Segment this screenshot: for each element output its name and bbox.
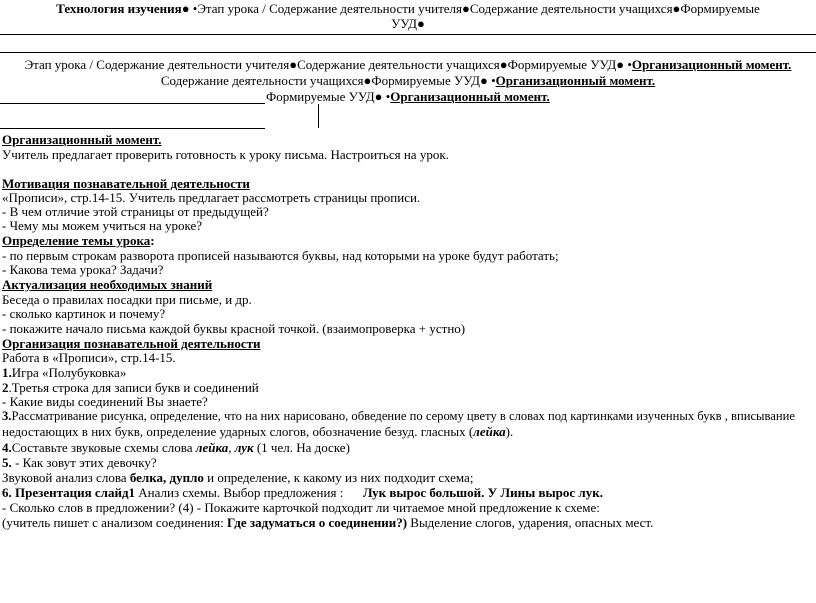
step-number: 5.: [2, 455, 12, 470]
content-text: - сколько картинок и почему?: [2, 306, 166, 321]
presentation-label: 6. Презентация слайд1: [2, 485, 136, 500]
row2-text: Содержание деятельности учащихся●Формируемые УУД● •: [160, 73, 496, 88]
content-line-26: [2, 515, 653, 530]
content-text: и определение, к какому из них подходит схема;: [203, 470, 474, 485]
word-leika: лейка: [473, 424, 506, 439]
column-divider: [318, 104, 319, 128]
content-line-22: [2, 455, 157, 470]
actualization-heading: Актуализация необходимых знаний: [2, 277, 213, 292]
content-line-9: [2, 262, 163, 277]
content-line-12: [2, 306, 165, 321]
title-rest: ● •Этап урока / Содержание деятельности учителя●Содержание деятельности учащихся●Формируемые: [181, 1, 760, 16]
content-text: - покажите начало письма каждой буквы красной точкой. (взаимопроверка + устно): [2, 321, 466, 336]
content-line-18: [2, 394, 208, 409]
org-moment-heading: Организационный момент.: [2, 132, 162, 147]
content-line-24: [2, 485, 603, 500]
content-text: Беседа о правилах посадки при письме, и др.: [2, 292, 252, 307]
content-text: ,: [228, 440, 235, 455]
content-text: - по первым строкам разворота прописей называются буквы, над которыми на уроке будут работать;: [2, 248, 559, 263]
content-line-7: [2, 233, 155, 248]
content-text: - Какие виды соединений Вы знаете?: [2, 394, 208, 409]
content-text: «Прописи», стр.14-15. Учитель предлагает рассмотреть страницы прописи.: [2, 190, 421, 205]
table-header-row3: [266, 89, 550, 104]
header-bottom-rule: [0, 52, 816, 53]
content-line-13: [2, 321, 465, 336]
content-line-17: [2, 380, 259, 395]
content-text: .Третья строка для записи букв и соединений: [8, 380, 259, 395]
step-number: 3.: [2, 409, 12, 423]
row1-bold: Организационный момент.: [631, 57, 792, 72]
title-line2-text: УУД●: [391, 16, 425, 31]
table-header-row1: [0, 57, 816, 72]
topic-colon: :: [150, 233, 155, 248]
content-text: Выделение слогов, ударения, опасных мест.: [407, 515, 654, 530]
row1-text: Этап урока / Содержание деятельности учителя●Содержание деятельности учащихся●Формируемые УУД● •: [24, 57, 632, 72]
step-number: 1.: [2, 365, 12, 380]
content-text: - Сколько слов в предложении? (4) - Покажите карточкой подходит ли читаемое мной предложение к схеме:: [2, 500, 600, 515]
sentence-bold: Лук вырос большой. У Лины вырос лук.: [362, 485, 603, 500]
content-line-5: [2, 204, 269, 219]
content-line-19: [2, 409, 795, 424]
content-text: (1 чел. На доске): [253, 440, 350, 455]
content-line-10: [2, 277, 212, 292]
row3-bold: Организационный момент.: [390, 89, 550, 104]
content-text: Работа в «Прописи», стр.14-15.: [2, 350, 176, 365]
content-text: - Какова тема урока? Задачи?: [2, 262, 164, 277]
topic-heading: Определение темы урока: [2, 233, 151, 248]
table-header-row2: [0, 73, 816, 88]
content-line-4: [2, 190, 420, 205]
content-text: ).: [505, 424, 514, 439]
word-leika: лейка: [195, 440, 229, 455]
document-title-line2: [0, 16, 816, 31]
document-title: [0, 1, 816, 16]
word-luk: лук: [234, 440, 254, 455]
content-line-8: [2, 248, 559, 263]
content-line-21: [2, 440, 350, 455]
question-bold: Где задуматься о соединении?): [227, 515, 408, 530]
content-text: Учитель предлагает проверить готовность к уроку письма. Настроиться на урок.: [2, 147, 449, 162]
step-number: 2: [2, 380, 9, 395]
row2-bold: Организационный момент.: [495, 73, 656, 88]
content-line-3: [2, 176, 250, 191]
content-line-20: [2, 424, 513, 439]
step-number: 4.: [2, 440, 12, 455]
content-text: Рассматривание рисунка, определение, что на них нарисовано, обведение по серому цвету в словах под картинками изученных букв , вписывание: [11, 409, 795, 423]
content-text: - Как зовут этих девочку?: [11, 455, 157, 470]
content-line-2: [2, 147, 449, 162]
motivation-heading: Мотивация познавательной деятельности: [2, 176, 250, 191]
content-line-16: [2, 365, 126, 380]
content-text: Анализ схемы. Выбор предложения :: [135, 485, 363, 500]
cell-underline: [0, 128, 265, 129]
content-line-14: [2, 336, 261, 351]
content-text: - Чему мы можем учиться на уроке?: [2, 218, 203, 233]
content-line-15: [2, 350, 176, 365]
content-text: Игра «Полубуковка»: [11, 365, 127, 380]
row3-underline: [0, 103, 265, 104]
content-text: (учитель пишет с анализом соединения:: [2, 515, 228, 530]
content-line-25: [2, 500, 600, 515]
words-bold: белка, дупло: [129, 470, 204, 485]
row3-text: Формируемые УУД● •: [266, 89, 391, 104]
content-text: - В чем отличие этой страницы от предыдущей?: [2, 204, 269, 219]
content-line-1: [2, 132, 162, 147]
content-line-6: [2, 218, 202, 233]
content-line-11: [2, 292, 252, 307]
content-text: недостающих в них букв, определение ударных слогов, обозначение безуд. гласных (: [2, 424, 474, 439]
content-text: Звуковой анализ слова: [2, 470, 130, 485]
content-text: Составьте звуковые схемы слова: [11, 440, 196, 455]
title-bold: Технология изучения: [56, 1, 182, 16]
content-line-23: [2, 470, 473, 485]
organization-heading: Организация познавательной деятельности: [2, 336, 261, 351]
header-top-rule: [0, 34, 816, 35]
